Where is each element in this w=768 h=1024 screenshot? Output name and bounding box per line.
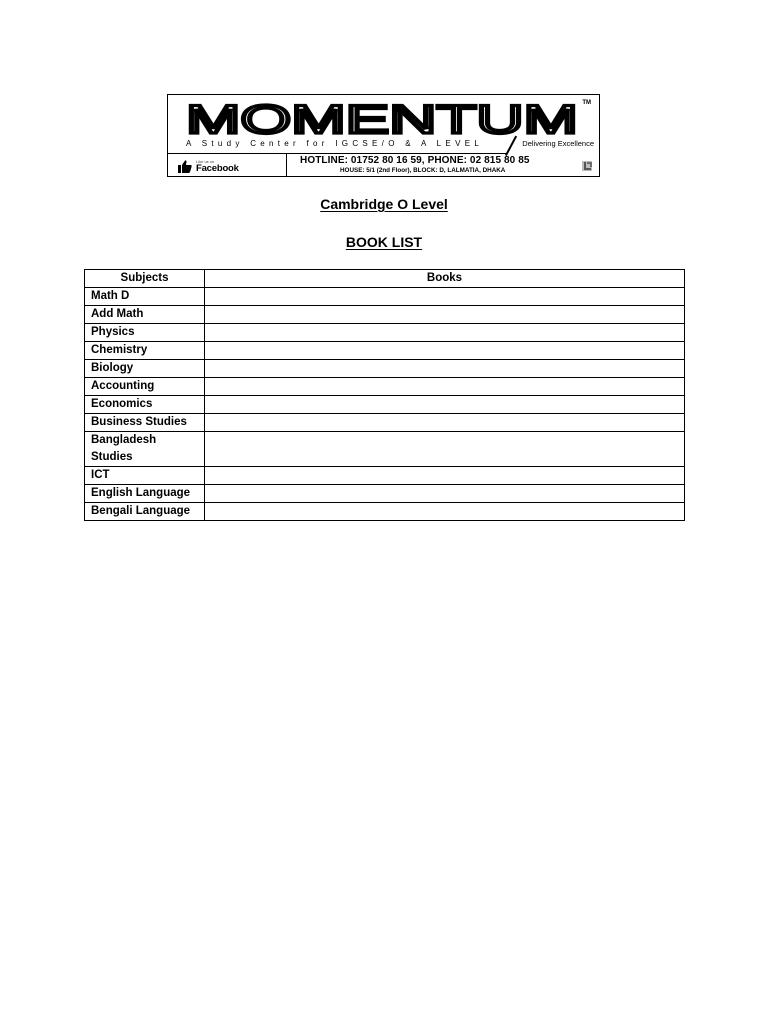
books-cell (205, 288, 685, 306)
books-cell (205, 432, 685, 467)
table-row (85, 396, 685, 414)
books-cell (205, 306, 685, 324)
table-row (85, 324, 685, 342)
table-row (85, 378, 685, 396)
corner-arrow-icon (582, 161, 592, 171)
brand-wordmark (182, 99, 582, 139)
subject-cell: Physics (85, 324, 205, 342)
logo-tagline: A Study Center for IGCSE/O & A LEVEL (186, 139, 484, 148)
books-cell (205, 503, 685, 521)
thumbs-up-icon (178, 160, 192, 173)
table-row (85, 432, 685, 467)
books-cell (205, 467, 685, 485)
subject-cell: Economics (85, 396, 205, 414)
book-list-table (84, 269, 685, 521)
trademark-mark: TM (582, 100, 591, 106)
address-text: HOUSE: 5/1 (2nd Floor), BLOCK: D, LALMATIA, DHAKA (340, 167, 506, 174)
logo-rule (168, 153, 506, 154)
document-subtitle: BOOK LIST (345, 234, 423, 250)
books-cell (205, 485, 685, 503)
subject-cell: English Language (85, 485, 205, 503)
subject-cell: Business Studies (85, 414, 205, 432)
facebook-badge (178, 157, 239, 173)
facebook-name: Facebook (196, 162, 239, 174)
table-header-row (85, 270, 685, 288)
subject-cell: Add Math (85, 306, 205, 324)
brand-text: MOMENTUM (186, 99, 578, 139)
subject-cell: ICT (85, 467, 205, 485)
books-cell (205, 414, 685, 432)
logo-banner (167, 94, 600, 177)
table-row (85, 414, 685, 432)
facebook-small-text: Like us on (196, 158, 215, 164)
table-row (85, 342, 685, 360)
subject-cell: Biology (85, 360, 205, 378)
books-cell (205, 342, 685, 360)
logo-divider (286, 153, 287, 176)
subjects-header: Subjects (85, 270, 205, 288)
document-title: Cambridge O Level (320, 196, 448, 212)
subject-cell: Math D (85, 288, 205, 306)
subject-cell: Bangladesh Studies (85, 432, 205, 467)
subject-cell: Chemistry (85, 342, 205, 360)
table-row (85, 467, 685, 485)
books-header: Books (205, 270, 685, 288)
books-cell (205, 360, 685, 378)
table-row (85, 288, 685, 306)
subject-cell: Bengali Language (85, 503, 205, 521)
subject-cell: Accounting (85, 378, 205, 396)
table-row (85, 360, 685, 378)
table-row (85, 485, 685, 503)
books-cell (205, 378, 685, 396)
books-cell (205, 324, 685, 342)
table-row (85, 306, 685, 324)
books-cell (205, 396, 685, 414)
table-row (85, 503, 685, 521)
hotline-text: HOTLINE: 01752 80 16 59, PHONE: 02 815 80 85 (300, 155, 530, 166)
logo-motto: Delivering Excellence (522, 139, 594, 148)
